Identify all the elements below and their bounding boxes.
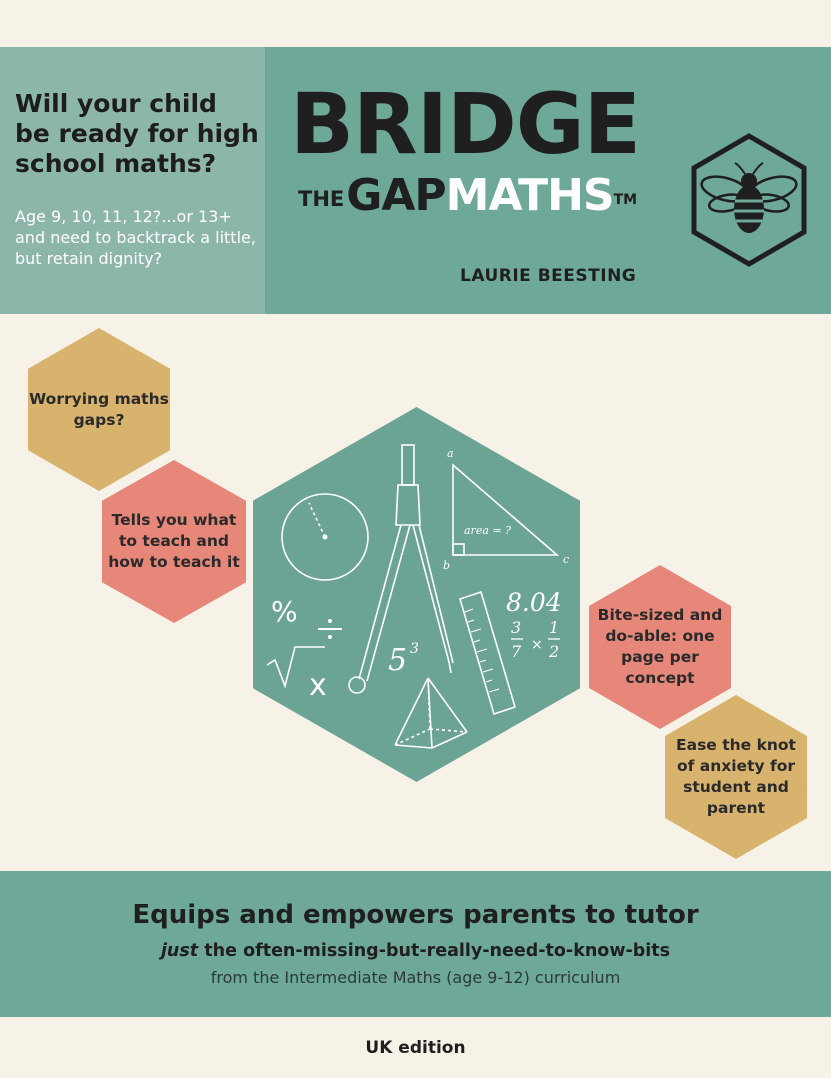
intro-subtext: Age 9, 10, 11, 12?...or 13+ and need to backtrack a little, but retain dignity? <box>15 207 256 268</box>
title-maths: MATHS <box>445 170 614 221</box>
title-the-gap-maths <box>298 171 637 230</box>
trademark-mark: TM <box>613 192 638 208</box>
triangle-area-label: area = ? <box>464 524 511 537</box>
decimal-number: 8.04 <box>506 588 562 617</box>
title-the: THE <box>298 187 345 211</box>
hex-ease-anxiety-text: Ease the knot of anxiety for student and parent <box>676 736 796 817</box>
footer-line-2 <box>0 941 831 961</box>
title-gap: GAP <box>346 170 446 221</box>
bee-icon <box>689 133 809 267</box>
hex-bite-sized-text: Bite-sized and do-able: one page per concept <box>597 606 723 687</box>
power-exponent: 3 <box>410 641 419 657</box>
edition-label: UK edition <box>365 1038 466 1058</box>
fraction-1-denominator: 7 <box>511 642 522 661</box>
footer-line-2-rest: the often-missing-but-really-need-to-know-bits <box>198 941 671 961</box>
headline-question: Will your child be ready for high school maths? <box>15 89 259 178</box>
triangle-label-b: b <box>443 559 451 572</box>
percent-symbol: % <box>271 595 298 628</box>
footer-just: just <box>160 941 199 961</box>
footer-line-3: from the Intermediate Maths (age 9-12) curriculum <box>210 968 621 987</box>
triangle-label-a: a <box>447 447 454 460</box>
fraction-times: × <box>531 637 543 653</box>
fraction-1-numerator: 3 <box>511 618 522 637</box>
header-band <box>0 47 831 314</box>
power-base: 5 <box>388 643 408 678</box>
times-symbol: x <box>309 668 327 703</box>
fraction-2-numerator: 1 <box>549 618 560 637</box>
author-name: LAURIE BEESTING <box>460 266 637 286</box>
fraction-2-denominator: 2 <box>549 642 560 661</box>
maths-illustration-hexagon <box>253 407 580 782</box>
hex-tells-you-text: Tells you what to teach and how to teach it <box>108 511 240 571</box>
title-bridge: BRIDGE <box>290 75 641 173</box>
footer-headline: Equips and empowers parents to tutor <box>132 900 699 930</box>
header-intro-panel <box>0 47 265 314</box>
hex-worrying-gaps-text: Worrying maths gaps? <box>29 389 169 429</box>
triangle-label-c: c <box>563 553 570 566</box>
